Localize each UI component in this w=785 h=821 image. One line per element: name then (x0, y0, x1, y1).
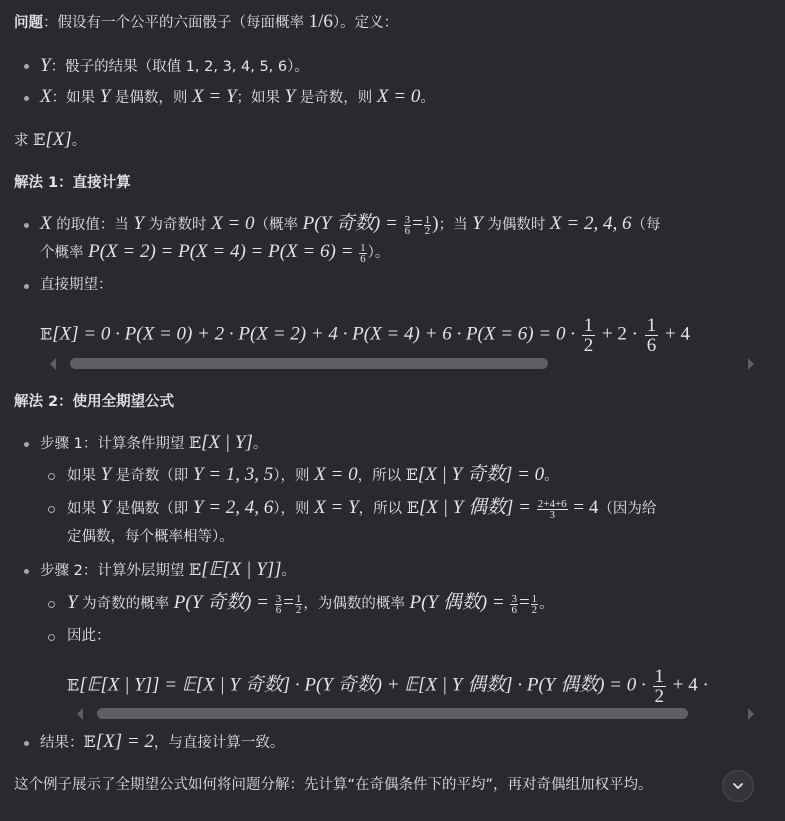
math: [𝔼[X | Y]] = 𝔼[X | Y 奇数] · P(Y 奇数) + 𝔼[X | Y 偶数] · P(Y 偶数) = 0 · (79, 674, 651, 696)
math: [𝔼[X | Y]] (201, 559, 282, 580)
text: ，所以 (357, 468, 406, 484)
math: X = 0 (314, 464, 358, 485)
text: ；当 (438, 217, 473, 233)
bullet (24, 569, 29, 574)
scroll-left-arrow[interactable] (77, 708, 83, 720)
fraction: $\frac{1}{6}$ (360, 241, 366, 265)
bullet (24, 741, 29, 746)
text: 步骤 1：计算条件期望 (40, 436, 189, 452)
fraction: $\frac{1}{6}$ (646, 315, 657, 356)
fraction: $\frac{1}{2}$ (583, 315, 594, 356)
math: [X | Y 奇数] = 0 (417, 464, 545, 485)
math: P(Y 偶数) = (409, 592, 510, 613)
expectation-symbol: 𝔼 (405, 465, 418, 484)
fraction: $\frac{1}{2}$ (424, 213, 431, 237)
fraction: $\frac{1}{2}$ (654, 666, 664, 707)
scroll-to-bottom-button[interactable] (722, 770, 754, 802)
math: X = Y (314, 497, 359, 518)
text: ，所以 (358, 501, 407, 517)
fraction: $\frac{1}{2}$ (531, 592, 538, 616)
math: Y (472, 213, 483, 234)
text: 结果： (40, 735, 84, 751)
text: 求 (14, 133, 34, 149)
step1-odd (67, 464, 559, 487)
text: ，与直接计算一致。 (153, 735, 285, 751)
conclusion: 这个例子展示了全期望公式如何将问题分解：先计算“在奇偶条件下的平均”，再对奇偶组加权平均。 (14, 777, 653, 793)
method1-heading: 解法 1：直接计算 (14, 175, 131, 191)
math: [X] = 0 · P(X = 0) + 2 · P(X = 2) + 4 · P(X = 4) + 6 · P(X = 6) = 0 · (52, 323, 580, 345)
question (14, 129, 86, 152)
math: [X] (45, 129, 72, 150)
def-x (40, 86, 435, 109)
text: ：假设有一个公平的六面骰子（每面概率 (43, 15, 309, 31)
text: 。 (252, 436, 268, 452)
text: 。 (281, 563, 296, 579)
expectation-symbol: 𝔼 (188, 433, 202, 452)
text: 。 (71, 133, 87, 149)
bullet (24, 96, 29, 101)
text: （概率 (254, 217, 303, 233)
bullet (24, 223, 29, 228)
text: 为奇数的概率 (77, 596, 174, 612)
text: 如果 (67, 468, 101, 484)
math: Y (40, 55, 51, 76)
text: 。 (420, 90, 435, 106)
math: Y = 1, 3, 5 (192, 464, 274, 485)
text: ）。 (367, 245, 390, 261)
bullet (24, 442, 29, 447)
step1-even-line2: 定偶数，每个概率相等）。 (67, 529, 234, 545)
problem-statement (14, 11, 398, 34)
method1-expect-label: 直接期望： (40, 277, 113, 293)
expectation-symbol: 𝔼 (33, 130, 46, 149)
step1-even (67, 497, 656, 520)
text: 。 (539, 596, 554, 612)
text: ）。定义： (332, 15, 399, 31)
sub-bullet (48, 634, 55, 641)
step1 (40, 432, 267, 455)
horizontal-scrollbar[interactable] (97, 708, 688, 719)
math: X = 0 (376, 86, 421, 107)
text: 为奇数时 (143, 217, 212, 233)
scroll-right-arrow[interactable] (748, 358, 754, 370)
bullet (24, 64, 29, 69)
text: ，为偶数的概率 (303, 596, 410, 612)
math: P(Y 奇数) = (173, 592, 274, 613)
math: + 4 (660, 323, 690, 345)
math: Y (284, 86, 296, 107)
sub-bullet (48, 506, 55, 513)
fraction: $\frac{1}{2}$ (295, 592, 302, 616)
text: 是偶数，则 (110, 90, 193, 106)
math: Y (67, 592, 78, 613)
math: X = 2, 4, 6 (550, 213, 632, 234)
math: P(Y 奇数) = (302, 213, 403, 234)
def-y (40, 55, 309, 78)
sub-bullet (48, 601, 55, 608)
math: Y (133, 213, 144, 234)
scroll-right-arrow[interactable] (748, 708, 754, 720)
method1-formula (40, 312, 770, 356)
math: + 2 · (597, 323, 643, 345)
fraction: $\frac{3}{6}$ (404, 213, 411, 237)
method2-formula (67, 663, 770, 707)
text: ），则 (273, 501, 315, 517)
chevron-down-icon (731, 779, 745, 793)
text: （每 (631, 217, 661, 233)
text: 个概率 (40, 245, 89, 261)
method2-heading: 解法 2：使用全期望公式 (14, 394, 175, 410)
scroll-left-arrow[interactable] (50, 358, 56, 370)
text: ：骰子的结果（取值 1, 2, 3, 4, 5, 6）。 (50, 59, 309, 75)
horizontal-scrollbar[interactable] (70, 358, 548, 369)
math: 1/6 (308, 11, 333, 32)
math: Y = 2, 4, 6 (192, 497, 274, 518)
text: 如果 (67, 501, 101, 517)
math: Y (100, 464, 112, 485)
text: 的取值：当 (56, 217, 134, 233)
math: Y (99, 86, 111, 107)
fraction: $\frac{3}{6}$ (275, 592, 282, 616)
math: [X | Y 偶数] = (418, 497, 536, 518)
text: 。 (544, 468, 559, 484)
math: P(X = 2) = P(X = 4) = P(X = 6) = (88, 241, 359, 262)
text: 步骤 2：计算外层期望 (40, 563, 189, 579)
fraction: $\frac{2+4+6}{3}$ (537, 497, 567, 521)
text: ：如果 (51, 90, 100, 106)
result (40, 731, 284, 754)
bullet (24, 284, 29, 289)
step2 (40, 559, 296, 582)
therefore-label: 因此： (67, 628, 111, 644)
text: 是偶数（即 (111, 501, 193, 517)
text: （因为给 (598, 501, 657, 517)
method1-values: X 的取值：当 Y 为奇数时 X = 0（概率 P(Y 奇数) = $\frac{3}{6}$ = $\frac{1}{2}$ )；当 Y 为偶数时 X = 2, 4, 6（每 (40, 213, 661, 237)
step2-probabilities: Y 为奇数的概率 P(Y 奇数) = $\frac{3}{6}$ = $\frac{1}{2}$ ，为偶数的概率 P(Y 偶数) = $\frac{3}{6}$ = $\frac{1}{2}$ 。 (67, 592, 554, 616)
text: ；如果 (236, 90, 285, 106)
math: Y (100, 497, 112, 518)
math: [X | Y] (201, 432, 253, 453)
math: = 4 (568, 497, 599, 518)
text: ），则 (273, 468, 315, 484)
fraction: $\frac{3}{6}$ (511, 592, 517, 616)
expectation-symbol: 𝔼 (406, 498, 419, 517)
expectation-symbol: 𝔼 (188, 560, 202, 579)
math: [X] = 2 (95, 731, 154, 752)
math: X (40, 213, 52, 234)
math: X = 0 (211, 213, 255, 234)
expectation-symbol: 𝔼 (67, 675, 80, 695)
text: 为偶数时 (482, 217, 551, 233)
text: 是奇数，则 (295, 90, 377, 106)
math: X = Y (192, 86, 237, 107)
method1-values-line2 (40, 241, 389, 264)
math: + 4 · (668, 674, 709, 696)
expectation-symbol: 𝔼 (83, 732, 96, 751)
problem-label: 问题 (14, 15, 43, 31)
expectation-symbol: 𝔼 (40, 324, 53, 344)
math: X (40, 86, 52, 107)
text: 是奇数（即 (111, 468, 193, 484)
sub-bullet (48, 473, 55, 480)
